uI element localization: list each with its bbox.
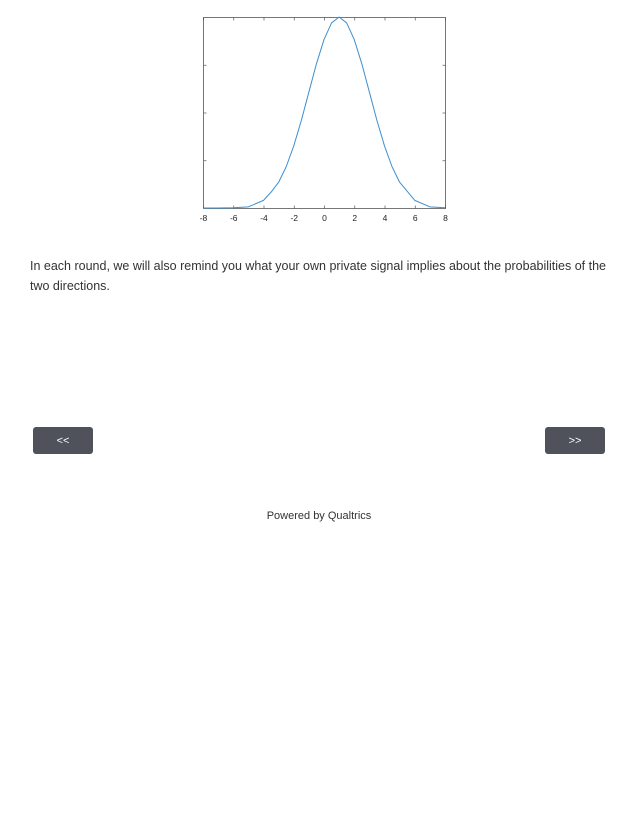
- x-tick-label: 6: [412, 213, 418, 223]
- x-tick-label: -4: [260, 213, 268, 223]
- x-tick-label: -2: [290, 213, 299, 223]
- x-tick-label: 8: [443, 213, 448, 223]
- plot-frame: [204, 18, 446, 209]
- x-tick-label: 4: [382, 213, 388, 223]
- question-text: In each round, we will also remind you what your own private signal implies about the probabilities of the two directions.: [30, 259, 607, 293]
- back-button[interactable]: <<: [33, 427, 93, 454]
- signal-distribution-chart: [190, 8, 460, 230]
- x-tick-label: 0: [322, 213, 327, 223]
- x-tick-label: 2: [352, 213, 358, 223]
- chart-svg: [190, 8, 460, 230]
- series-line: [203, 17, 445, 208]
- next-button[interactable]: >>: [545, 427, 605, 454]
- x-tick-label: -6: [229, 213, 238, 223]
- powered-by-qualtrics-link[interactable]: Powered by Qualtrics: [266, 510, 372, 522]
- x-tick-label: -8: [199, 213, 208, 223]
